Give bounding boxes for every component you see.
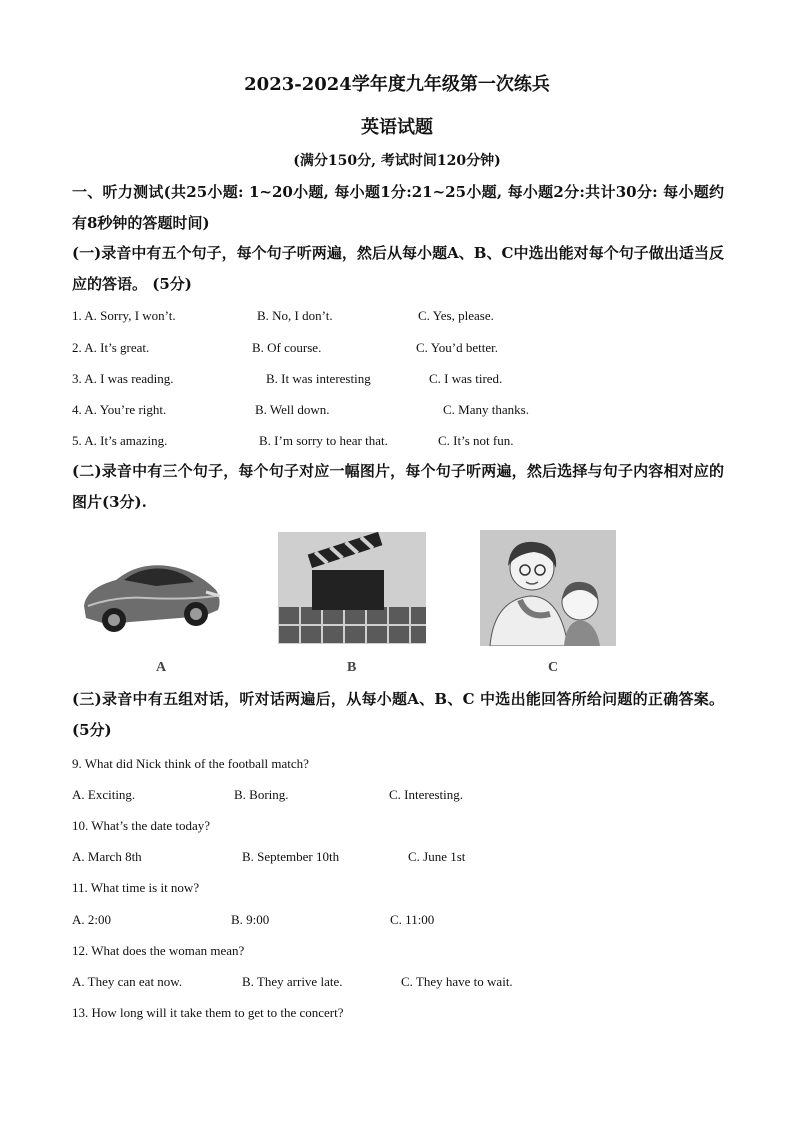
- q10-option-a: A. March 8th: [72, 849, 142, 864]
- exam-subject: 英语试题: [361, 117, 433, 138]
- mother-and-child-icon: [480, 530, 616, 646]
- q10-text: 10. What’s the date today?: [72, 818, 211, 833]
- part1-instruction: (一)录音中有五个句子，每个句子听两遍，然后从每小题A、B、C中选出能对每个句子做出适当反应的答语。 (5分): [72, 244, 724, 293]
- q5-option-b: B. I’m sorry to hear that.: [259, 433, 388, 448]
- q3-option-a: 3. A. I was reading.: [72, 371, 174, 386]
- q9-text: 9. What did Nick think of the football match?: [72, 756, 309, 771]
- q2-option-a: 2. A. It’s great.: [72, 340, 150, 355]
- q9-option-c: C. Interesting.: [389, 787, 464, 802]
- part3-instruction: (三)录音中有五组对话，听对话两遍后，从每小题A、B、C 中选出能回答所给问题的正确答案。 (5分): [72, 690, 724, 739]
- q4-option-b: B. Well down.: [255, 402, 330, 417]
- q12-option-c: C. They have to wait.: [401, 974, 513, 989]
- section1-intro: 一、听力测试(共25小题: 1~20小题, 每小题1分:21~25小题, 每小题2分:共计30分: 每小题约有8秒钟的答题时间): [72, 183, 724, 232]
- q12-text: 12. What does the woman mean?: [72, 943, 245, 958]
- q4-option-c: C. Many thanks.: [443, 402, 529, 417]
- q12-option-b: B. They arrive late.: [242, 974, 343, 989]
- picture-c: [480, 530, 616, 646]
- q5-option-a: 5. A. It’s amazing.: [72, 433, 168, 448]
- picture-a-label: A: [156, 660, 167, 675]
- q11-text: 11. What time is it now?: [72, 880, 200, 895]
- q9-option-b: B. Boring.: [234, 787, 289, 802]
- q10-option-c: C. June 1st: [408, 849, 466, 864]
- q9-option-a: A. Exciting.: [72, 787, 136, 802]
- q13-text: 13. How long will it take them to get to the concert?: [72, 1005, 344, 1020]
- film-clapperboard-icon: [278, 532, 426, 644]
- q12-option-a: A. They can eat now.: [72, 974, 183, 989]
- sports-car-icon: [76, 536, 226, 646]
- picture-b: [278, 532, 426, 644]
- q3-option-b: B. It was interesting: [266, 371, 371, 386]
- q10-option-b: B. September 10th: [242, 849, 340, 864]
- picture-c-label: C: [548, 660, 559, 675]
- q2-option-b: B. Of course.: [252, 340, 322, 355]
- q1-option-a: 1. A. Sorry, I won’t.: [72, 308, 176, 323]
- q11-option-b: B. 9:00: [231, 912, 270, 927]
- q2-option-c: C. You’d better.: [416, 340, 498, 355]
- picture-b-label: B: [347, 660, 357, 675]
- q3-option-c: C. I was tired.: [429, 371, 503, 386]
- q4-option-a: 4. A. You’re right.: [72, 402, 167, 417]
- part2-instruction: (二)录音中有三个句子，每个句子对应一幅图片，每个句子听两遍，然后选择与句子内容相对应的图片(3分).: [72, 462, 724, 511]
- exam-title: 2023-2024学年度九年级第一次练兵: [244, 74, 550, 95]
- q1-option-b: B. No, I don’t.: [257, 308, 333, 323]
- q1-option-c: C. Yes, please.: [418, 308, 494, 323]
- q11-option-c: C. 11:00: [390, 912, 435, 927]
- exam-note: (满分150分, 考试时间120分钟): [293, 153, 501, 169]
- q11-option-a: A. 2:00: [72, 912, 111, 927]
- q5-option-c: C. It’s not fun.: [438, 433, 514, 448]
- picture-a: [76, 536, 226, 646]
